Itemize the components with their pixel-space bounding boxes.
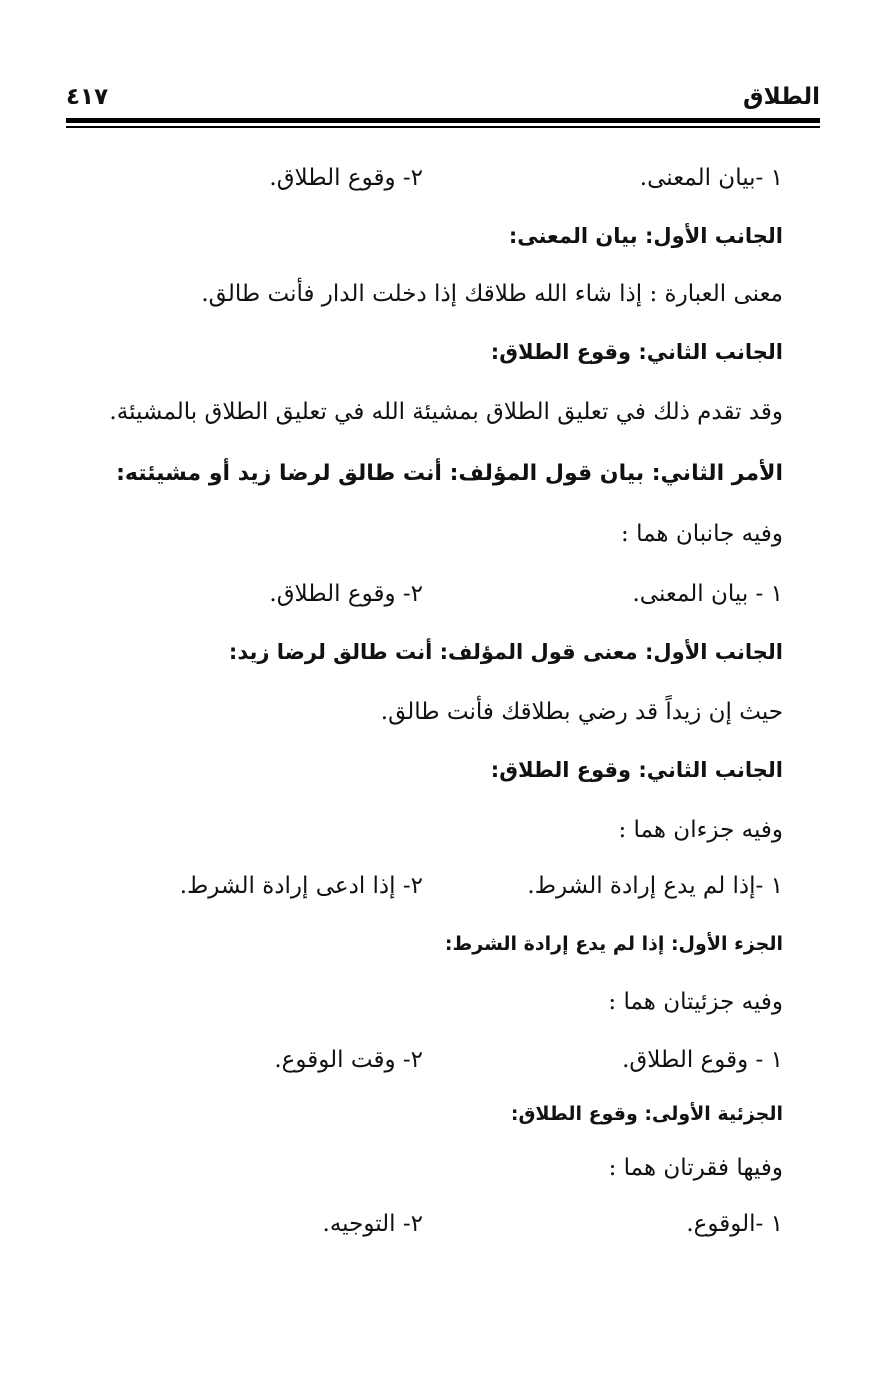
list-row	[70, 574, 783, 614]
paragraph: حيث إن زيداً قد رضي بطلاقك فأنت طالق.	[380, 699, 783, 725]
list-row	[70, 158, 783, 198]
paragraph: وفيها فقرتان هما :	[608, 1155, 783, 1181]
list-item: ١ -إذا لم يدع إرادة الشرط.	[527, 873, 783, 899]
paragraph: وقد تقدم ذلك في تعليق الطلاق بمشيئة الله في تعليق الطلاق بالمشيئة.	[109, 399, 783, 425]
chapter-title: الطلاق	[743, 84, 820, 110]
header-rule-thin	[66, 126, 820, 128]
section-heading: الجانب الأول: معنى قول المؤلف: أنت طالق لرضا زيد:	[228, 640, 783, 664]
section-heading: الجانب الثاني: وقوع الطلاق:	[490, 758, 783, 782]
paragraph: معنى العبارة : إذا شاء الله طلاقك إذا دخلت الدار فأنت طالق.	[201, 281, 783, 307]
list-item: ٢- وقوع الطلاق.	[269, 165, 423, 191]
list-item: ٢- وقت الوقوع.	[274, 1047, 423, 1073]
list-row	[70, 1204, 783, 1244]
section-heading: الجزء الأول: إذا لم يدع إرادة الشرط:	[444, 933, 783, 955]
section-heading: الجانب الأول: بيان المعنى:	[508, 224, 783, 248]
list-item: ١ -الوقوع.	[686, 1211, 783, 1237]
page-number: ٤١٧	[66, 84, 109, 110]
list-item: ٢- التوجيه.	[322, 1211, 423, 1237]
list-item: ١ - وقوع الطلاق.	[622, 1047, 783, 1073]
list-item: ١ -بيان المعنى.	[639, 165, 783, 191]
running-header	[66, 78, 820, 118]
paragraph: وفيه جانبان هما :	[621, 521, 783, 547]
paragraph: وفيه جزئيتان هما :	[608, 989, 783, 1015]
section-heading: الجانب الثاني: وقوع الطلاق:	[490, 340, 783, 364]
list-item: ١ - بيان المعنى.	[632, 581, 783, 607]
paragraph: وفيه جزءان هما :	[618, 817, 783, 843]
list-item: ٢- إذا ادعى إرادة الشرط.	[179, 873, 423, 899]
list-row	[70, 866, 783, 906]
list-item: ٢- وقوع الطلاق.	[269, 581, 423, 607]
header-rule-thick	[66, 118, 820, 123]
section-heading: الجزئية الأولى: وقوع الطلاق:	[510, 1103, 783, 1125]
main-heading: الأمر الثاني: بيان قول المؤلف: أنت طالق لرضا زيد أو مشيئته:	[116, 461, 783, 486]
list-row	[70, 1040, 783, 1080]
